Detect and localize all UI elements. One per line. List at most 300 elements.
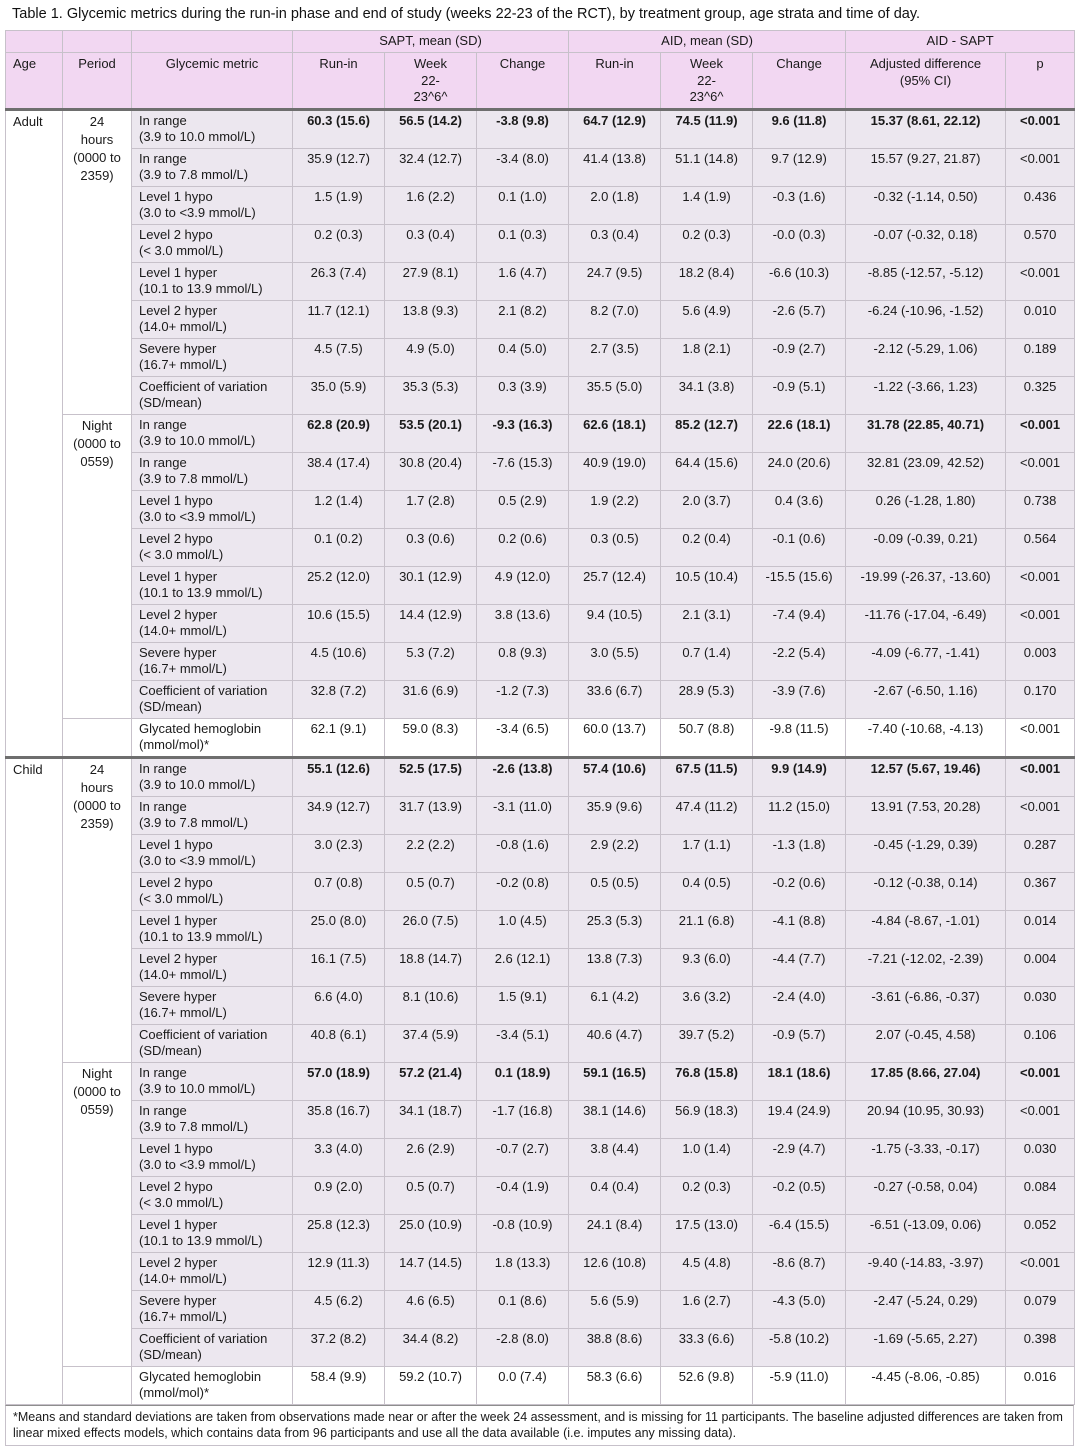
cell-sapt-week: 1.7 (2.8) <box>385 490 477 528</box>
cell-sapt-week: 0.5 (0.7) <box>385 1176 477 1214</box>
cell-aid-runin: 57.4 (10.6) <box>569 757 661 796</box>
cell-p-value: 0.004 <box>1006 948 1075 986</box>
table-row <box>6 680 1075 718</box>
cell-adjusted-difference: -4.09 (-6.77, -1.41) <box>846 642 1006 680</box>
cell-sapt-runin: 3.0 (2.3) <box>293 834 385 872</box>
cell-sapt-week: 8.1 (10.6) <box>385 986 477 1024</box>
cell-sapt-week: 27.9 (8.1) <box>385 262 477 300</box>
cell-p-value: <0.001 <box>1006 262 1075 300</box>
cell-sapt-week: 0.3 (0.6) <box>385 528 477 566</box>
cell-p-value: 0.003 <box>1006 642 1075 680</box>
cell-aid-change: -5.8 (10.2) <box>753 1328 846 1366</box>
cell-p-value: 0.030 <box>1006 1138 1075 1176</box>
cell-sapt-runin: 62.1 (9.1) <box>293 718 385 757</box>
cell-p-value: 0.367 <box>1006 872 1075 910</box>
metric-cell <box>132 1100 293 1138</box>
metric-cell <box>132 148 293 186</box>
cell-aid-runin: 25.7 (12.4) <box>569 566 661 604</box>
metric-range: (mmol/mol)* <box>139 1385 210 1400</box>
cell-sapt-change: -7.6 (15.3) <box>477 452 569 490</box>
table-row <box>6 566 1075 604</box>
cell-sapt-runin: 3.3 (4.0) <box>293 1138 385 1176</box>
cell-aid-week: 51.1 (14.8) <box>661 148 753 186</box>
metric-name: Glycated hemoglobin <box>139 1368 262 1384</box>
cell-sapt-week: 25.0 (10.9) <box>385 1214 477 1252</box>
cell-adjusted-difference: -11.76 (-17.04, -6.49) <box>846 604 1006 642</box>
metric-range: (14.0+ mmol/L) <box>139 967 227 982</box>
period-label: 24 hours <box>80 113 114 147</box>
period-cell-empty <box>63 718 132 757</box>
header-aid-week-label: Week 22-23^6^ <box>689 56 724 104</box>
header-blank-metric <box>132 31 293 53</box>
cell-aid-week: 1.8 (2.1) <box>661 338 753 376</box>
cell-adjusted-difference: -7.40 (-10.68, -4.13) <box>846 718 1006 757</box>
cell-adjusted-difference: -8.85 (-12.57, -5.12) <box>846 262 1006 300</box>
cell-aid-week: 56.9 (18.3) <box>661 1100 753 1138</box>
metric-cell <box>132 262 293 300</box>
cell-adjusted-difference: 0.26 (-1.28, 1.80) <box>846 490 1006 528</box>
cell-sapt-week: 4.6 (6.5) <box>385 1290 477 1328</box>
metric-name: In range <box>139 1102 187 1118</box>
cell-p-value: 0.010 <box>1006 300 1075 338</box>
cell-sapt-week: 56.5 (14.2) <box>385 109 477 148</box>
cell-sapt-change: 1.5 (9.1) <box>477 986 569 1024</box>
cell-adjusted-difference: -0.27 (-0.58, 0.04) <box>846 1176 1006 1214</box>
metric-name: Level 1 hyper <box>139 264 218 280</box>
cell-sapt-runin: 57.0 (18.9) <box>293 1062 385 1100</box>
cell-aid-change: 9.6 (11.8) <box>753 109 846 148</box>
table-row <box>6 1138 1075 1176</box>
cell-adjusted-difference: -7.21 (-12.02, -2.39) <box>846 948 1006 986</box>
cell-aid-runin: 60.0 (13.7) <box>569 718 661 757</box>
metric-name: In range <box>139 150 187 166</box>
cell-sapt-runin: 1.2 (1.4) <box>293 490 385 528</box>
metric-range: (3.9 to 10.0 mmol/L) <box>139 433 256 448</box>
cell-aid-change: -1.3 (1.8) <box>753 834 846 872</box>
cell-adjusted-difference: 13.91 (7.53, 20.28) <box>846 796 1006 834</box>
cell-sapt-week: 37.4 (5.9) <box>385 1024 477 1062</box>
cell-p-value: <0.001 <box>1006 414 1075 452</box>
cell-sapt-change: -3.4 (8.0) <box>477 148 569 186</box>
cell-aid-week: 18.2 (8.4) <box>661 262 753 300</box>
cell-p-value: <0.001 <box>1006 148 1075 186</box>
table-footnote: *Means and standard deviations are taken from observations made near or after the week 24 assessment, and is missing for 11 participants. The baseline adjusted differences are taken from linear mixed effects models, which contains data from 96 participants and use all the data available (i.e. imputes any missing data). <box>5 1405 1074 1446</box>
cell-aid-week: 76.8 (15.8) <box>661 1062 753 1100</box>
metric-cell <box>132 604 293 642</box>
table-row <box>6 1214 1075 1252</box>
cell-sapt-week: 5.3 (7.2) <box>385 642 477 680</box>
cell-sapt-change: 3.8 (13.6) <box>477 604 569 642</box>
metric-name: Level 2 hyper <box>139 1254 218 1270</box>
cell-aid-week: 1.6 (2.7) <box>661 1290 753 1328</box>
metric-cell <box>132 1138 293 1176</box>
cell-aid-change: -7.4 (9.4) <box>753 604 846 642</box>
cell-adjusted-difference: -0.32 (-1.14, 0.50) <box>846 186 1006 224</box>
header-group-sapt: SAPT, mean (SD) <box>293 31 569 53</box>
period-label: Night <box>81 1065 113 1081</box>
table-row <box>6 910 1075 948</box>
header-p-value: p <box>1006 53 1075 110</box>
cell-sapt-change: 4.9 (12.0) <box>477 566 569 604</box>
cell-p-value: <0.001 <box>1006 1252 1075 1290</box>
metric-name: In range <box>139 416 187 432</box>
cell-aid-change: -6.6 (10.3) <box>753 262 846 300</box>
table-row <box>6 148 1075 186</box>
cell-aid-change: -0.1 (0.6) <box>753 528 846 566</box>
cell-sapt-change: 0.2 (0.6) <box>477 528 569 566</box>
metric-cell <box>132 300 293 338</box>
cell-p-value: 0.030 <box>1006 986 1075 1024</box>
cell-aid-week: 1.7 (1.1) <box>661 834 753 872</box>
metric-cell <box>132 1024 293 1062</box>
cell-aid-runin: 0.5 (0.5) <box>569 872 661 910</box>
cell-sapt-week: 53.5 (20.1) <box>385 414 477 452</box>
cell-sapt-runin: 0.9 (2.0) <box>293 1176 385 1214</box>
cell-aid-week: 10.5 (10.4) <box>661 566 753 604</box>
period-cell <box>63 757 132 1062</box>
metric-cell <box>132 948 293 986</box>
cell-p-value: <0.001 <box>1006 718 1075 757</box>
cell-aid-change: -9.8 (11.5) <box>753 718 846 757</box>
table-row-hba1c <box>6 718 1075 757</box>
cell-aid-runin: 2.7 (3.5) <box>569 338 661 376</box>
cell-p-value: <0.001 <box>1006 109 1075 148</box>
table-row <box>6 757 1075 796</box>
cell-p-value: 0.014 <box>1006 910 1075 948</box>
cell-sapt-change: -3.4 (6.5) <box>477 718 569 757</box>
metric-cell <box>132 1366 293 1404</box>
cell-sapt-runin: 25.0 (8.0) <box>293 910 385 948</box>
table-row <box>6 452 1075 490</box>
cell-sapt-change: -2.6 (13.8) <box>477 757 569 796</box>
metric-range: (3.9 to 7.8 mmol/L) <box>139 167 249 182</box>
cell-aid-week: 2.0 (3.7) <box>661 490 753 528</box>
metric-range: (3.9 to 7.8 mmol/L) <box>139 1119 249 1134</box>
table-row <box>6 796 1075 834</box>
cell-aid-week: 52.6 (9.8) <box>661 1366 753 1404</box>
period-cell <box>63 414 132 718</box>
metric-range: (14.0+ mmol/L) <box>139 623 227 638</box>
metric-cell <box>132 1328 293 1366</box>
cell-sapt-change: 0.4 (5.0) <box>477 338 569 376</box>
cell-p-value: 0.106 <box>1006 1024 1075 1062</box>
cell-sapt-change: 1.0 (4.5) <box>477 910 569 948</box>
cell-aid-week: 17.5 (13.0) <box>661 1214 753 1252</box>
cell-aid-runin: 58.3 (6.6) <box>569 1366 661 1404</box>
metric-cell <box>132 338 293 376</box>
cell-p-value: 0.287 <box>1006 834 1075 872</box>
header-glycemic-metric: Glycemic metric <box>132 53 293 110</box>
table-row <box>6 872 1075 910</box>
table-row <box>6 986 1075 1024</box>
cell-sapt-change: 0.0 (7.4) <box>477 1366 569 1404</box>
cell-sapt-change: 1.6 (4.7) <box>477 262 569 300</box>
table-body <box>6 109 1075 1404</box>
cell-aid-change: -2.4 (4.0) <box>753 986 846 1024</box>
cell-aid-change: -2.6 (5.7) <box>753 300 846 338</box>
cell-aid-change: -0.9 (2.7) <box>753 338 846 376</box>
metric-range: (3.9 to 10.0 mmol/L) <box>139 1081 256 1096</box>
table-row <box>6 528 1075 566</box>
cell-sapt-runin: 58.4 (9.9) <box>293 1366 385 1404</box>
cell-p-value: <0.001 <box>1006 757 1075 796</box>
metric-name: Level 2 hypo <box>139 874 213 890</box>
cell-aid-runin: 0.3 (0.5) <box>569 528 661 566</box>
cell-aid-change: -6.4 (15.5) <box>753 1214 846 1252</box>
metric-range: (SD/mean) <box>139 1043 202 1058</box>
cell-aid-runin: 40.6 (4.7) <box>569 1024 661 1062</box>
metric-range: (< 3.0 mmol/L) <box>139 1195 224 1210</box>
metric-name: Glycated hemoglobin <box>139 720 262 736</box>
cell-aid-change: 19.4 (24.9) <box>753 1100 846 1138</box>
metric-name: Severe hyper <box>139 340 217 356</box>
cell-aid-runin: 13.8 (7.3) <box>569 948 661 986</box>
table-row <box>6 604 1075 642</box>
cell-sapt-week: 31.7 (13.9) <box>385 796 477 834</box>
cell-aid-runin: 1.9 (2.2) <box>569 490 661 528</box>
cell-aid-runin: 24.7 (9.5) <box>569 262 661 300</box>
cell-aid-runin: 59.1 (16.5) <box>569 1062 661 1100</box>
cell-sapt-change: -0.2 (0.8) <box>477 872 569 910</box>
cell-sapt-change: -3.4 (5.1) <box>477 1024 569 1062</box>
metric-range: (16.7+ mmol/L) <box>139 661 227 676</box>
cell-aid-week: 64.4 (15.6) <box>661 452 753 490</box>
metric-name: In range <box>139 1064 187 1080</box>
metric-cell <box>132 376 293 414</box>
metric-cell <box>132 834 293 872</box>
cell-adjusted-difference: -1.69 (-5.65, 2.27) <box>846 1328 1006 1366</box>
header-sapt-change: Change <box>477 53 569 110</box>
cell-adjusted-difference: -1.75 (-3.33, -0.17) <box>846 1138 1006 1176</box>
metric-cell <box>132 1252 293 1290</box>
metric-cell <box>132 680 293 718</box>
metric-range: (16.7+ mmol/L) <box>139 1309 227 1324</box>
cell-p-value: <0.001 <box>1006 566 1075 604</box>
metric-cell <box>132 642 293 680</box>
cell-sapt-runin: 26.3 (7.4) <box>293 262 385 300</box>
cell-sapt-change: -3.8 (9.8) <box>477 109 569 148</box>
cell-aid-runin: 35.9 (9.6) <box>569 796 661 834</box>
cell-adjusted-difference: -9.40 (-14.83, -3.97) <box>846 1252 1006 1290</box>
cell-sapt-runin: 55.1 (12.6) <box>293 757 385 796</box>
table-row <box>6 300 1075 338</box>
cell-p-value: <0.001 <box>1006 452 1075 490</box>
metric-range: (mmol/mol)* <box>139 737 210 752</box>
cell-sapt-change: 0.1 (18.9) <box>477 1062 569 1100</box>
cell-sapt-week: 52.5 (17.5) <box>385 757 477 796</box>
cell-sapt-runin: 12.9 (11.3) <box>293 1252 385 1290</box>
header-column-row <box>6 53 1075 110</box>
cell-sapt-runin: 10.6 (15.5) <box>293 604 385 642</box>
cell-adjusted-difference: -3.61 (-6.86, -0.37) <box>846 986 1006 1024</box>
cell-aid-change: -0.2 (0.6) <box>753 872 846 910</box>
cell-p-value: 0.170 <box>1006 680 1075 718</box>
cell-aid-change: -2.9 (4.7) <box>753 1138 846 1176</box>
cell-p-value: 0.398 <box>1006 1328 1075 1366</box>
metric-range: (3.9 to 7.8 mmol/L) <box>139 815 249 830</box>
cell-adjusted-difference: -0.45 (-1.29, 0.39) <box>846 834 1006 872</box>
cell-sapt-week: 4.9 (5.0) <box>385 338 477 376</box>
metric-cell <box>132 490 293 528</box>
cell-aid-runin: 0.4 (0.4) <box>569 1176 661 1214</box>
table-row <box>6 1176 1075 1214</box>
cell-aid-change: -0.3 (1.6) <box>753 186 846 224</box>
cell-sapt-week: 0.3 (0.4) <box>385 224 477 262</box>
metric-name: Level 2 hyper <box>139 950 218 966</box>
cell-sapt-week: 1.6 (2.2) <box>385 186 477 224</box>
header-group-aid: AID, mean (SD) <box>569 31 846 53</box>
metric-range: (14.0+ mmol/L) <box>139 319 227 334</box>
metric-name: Level 1 hyper <box>139 568 218 584</box>
cell-sapt-runin: 0.2 (0.3) <box>293 224 385 262</box>
table-row <box>6 1024 1075 1062</box>
cell-p-value: 0.189 <box>1006 338 1075 376</box>
metric-range: (3.0 to <3.9 mmol/L) <box>139 1157 256 1172</box>
table-row <box>6 642 1075 680</box>
metric-range: (10.1 to 13.9 mmol/L) <box>139 929 263 944</box>
cell-sapt-runin: 35.9 (12.7) <box>293 148 385 186</box>
metric-range: (10.1 to 13.9 mmol/L) <box>139 1233 263 1248</box>
period-range: (0000 to 0559) <box>73 435 121 469</box>
table-row <box>6 376 1075 414</box>
metric-name: Level 1 hypo <box>139 492 213 508</box>
cell-aid-change: -4.3 (5.0) <box>753 1290 846 1328</box>
cell-adjusted-difference: 31.78 (22.85, 40.71) <box>846 414 1006 452</box>
header-sapt-week-label: Week 22-23^6^ <box>413 56 448 104</box>
metric-cell <box>132 1062 293 1100</box>
cell-aid-week: 1.0 (1.4) <box>661 1138 753 1176</box>
cell-aid-change: -15.5 (15.6) <box>753 566 846 604</box>
cell-adjusted-difference: -6.51 (-13.09, 0.06) <box>846 1214 1006 1252</box>
metric-name: Level 2 hypo <box>139 530 213 546</box>
period-range: (0000 to 2359) <box>73 797 121 831</box>
cell-aid-runin: 6.1 (4.2) <box>569 986 661 1024</box>
cell-p-value: <0.001 <box>1006 796 1075 834</box>
cell-sapt-runin: 35.0 (5.9) <box>293 376 385 414</box>
cell-aid-change: -0.9 (5.7) <box>753 1024 846 1062</box>
table-row-hba1c <box>6 1366 1075 1404</box>
cell-sapt-change: -1.7 (16.8) <box>477 1100 569 1138</box>
metric-range: (14.0+ mmol/L) <box>139 1271 227 1286</box>
cell-adjusted-difference: -6.24 (-10.96, -1.52) <box>846 300 1006 338</box>
cell-aid-week: 4.5 (4.8) <box>661 1252 753 1290</box>
cell-aid-week: 5.6 (4.9) <box>661 300 753 338</box>
header-blank-period <box>63 31 132 53</box>
metric-name: In range <box>139 798 187 814</box>
cell-sapt-week: 31.6 (6.9) <box>385 680 477 718</box>
cell-adjusted-difference: 17.85 (8.66, 27.04) <box>846 1062 1006 1100</box>
cell-aid-week: 74.5 (11.9) <box>661 109 753 148</box>
metric-range: (3.9 to 10.0 mmol/L) <box>139 129 256 144</box>
cell-sapt-change: -0.8 (10.9) <box>477 1214 569 1252</box>
cell-aid-runin: 62.6 (18.1) <box>569 414 661 452</box>
metric-range: (16.7+ mmol/L) <box>139 357 227 372</box>
cell-sapt-runin: 60.3 (15.6) <box>293 109 385 148</box>
cell-aid-week: 3.6 (3.2) <box>661 986 753 1024</box>
metric-range: (3.9 to 10.0 mmol/L) <box>139 777 256 792</box>
cell-aid-runin: 0.3 (0.4) <box>569 224 661 262</box>
table-row <box>6 1328 1075 1366</box>
cell-adjusted-difference: -0.09 (-0.39, 0.21) <box>846 528 1006 566</box>
cell-p-value: 0.564 <box>1006 528 1075 566</box>
cell-sapt-runin: 11.7 (12.1) <box>293 300 385 338</box>
metric-range: (10.1 to 13.9 mmol/L) <box>139 281 263 296</box>
cell-sapt-change: 1.8 (13.3) <box>477 1252 569 1290</box>
cell-adjusted-difference: 2.07 (-0.45, 4.58) <box>846 1024 1006 1062</box>
cell-aid-change: 22.6 (18.1) <box>753 414 846 452</box>
cell-aid-change: -0.2 (0.5) <box>753 1176 846 1214</box>
cell-aid-week: 85.2 (12.7) <box>661 414 753 452</box>
age-cell <box>6 109 63 757</box>
metric-name: Level 1 hypo <box>139 1140 213 1156</box>
metric-name: Level 2 hypo <box>139 226 213 242</box>
cell-aid-week: 21.1 (6.8) <box>661 910 753 948</box>
metric-name: Level 2 hyper <box>139 606 218 622</box>
glycemic-metrics-table <box>5 30 1075 1405</box>
cell-sapt-week: 18.8 (14.7) <box>385 948 477 986</box>
cell-aid-change: -0.0 (0.3) <box>753 224 846 262</box>
metric-cell <box>132 186 293 224</box>
cell-sapt-runin: 25.8 (12.3) <box>293 1214 385 1252</box>
cell-sapt-change: -0.4 (1.9) <box>477 1176 569 1214</box>
cell-aid-runin: 38.8 (8.6) <box>569 1328 661 1366</box>
metric-cell <box>132 452 293 490</box>
metric-name: Coefficient of variation <box>139 682 268 698</box>
cell-sapt-week: 14.4 (12.9) <box>385 604 477 642</box>
cell-sapt-runin: 37.2 (8.2) <box>293 1328 385 1366</box>
cell-aid-runin: 3.0 (5.5) <box>569 642 661 680</box>
header-aid-week <box>661 53 753 110</box>
cell-p-value: <0.001 <box>1006 1100 1075 1138</box>
cell-aid-change: 0.4 (3.6) <box>753 490 846 528</box>
cell-aid-runin: 9.4 (10.5) <box>569 604 661 642</box>
cell-sapt-change: -9.3 (16.3) <box>477 414 569 452</box>
cell-aid-week: 0.2 (0.3) <box>661 1176 753 1214</box>
table-row <box>6 338 1075 376</box>
cell-aid-change: -5.9 (11.0) <box>753 1366 846 1404</box>
cell-sapt-change: 2.6 (12.1) <box>477 948 569 986</box>
cell-sapt-runin: 38.4 (17.4) <box>293 452 385 490</box>
cell-aid-runin: 64.7 (12.9) <box>569 109 661 148</box>
cell-aid-week: 39.7 (5.2) <box>661 1024 753 1062</box>
period-cell-empty <box>63 1366 132 1404</box>
metric-cell <box>132 109 293 148</box>
header-group-difference: AID - SAPT <box>846 31 1075 53</box>
cell-sapt-change: 0.5 (2.9) <box>477 490 569 528</box>
cell-sapt-change: -0.7 (2.7) <box>477 1138 569 1176</box>
cell-aid-change: -0.9 (5.1) <box>753 376 846 414</box>
cell-sapt-week: 13.8 (9.3) <box>385 300 477 338</box>
metric-range: (SD/mean) <box>139 395 202 410</box>
table-row <box>6 1062 1075 1100</box>
header-period: Period <box>63 53 132 110</box>
header-aid-runin: Run-in <box>569 53 661 110</box>
cell-aid-change: -2.2 (5.4) <box>753 642 846 680</box>
cell-aid-change: 11.2 (15.0) <box>753 796 846 834</box>
metric-name: Level 1 hyper <box>139 912 218 928</box>
metric-cell <box>132 718 293 757</box>
cell-adjusted-difference: 15.57 (9.27, 21.87) <box>846 148 1006 186</box>
period-range: (0000 to 0559) <box>73 1083 121 1117</box>
cell-p-value: 0.016 <box>1006 1366 1075 1404</box>
cell-sapt-change: -1.2 (7.3) <box>477 680 569 718</box>
cell-p-value: 0.436 <box>1006 186 1075 224</box>
cell-aid-runin: 3.8 (4.4) <box>569 1138 661 1176</box>
cell-p-value: <0.001 <box>1006 1062 1075 1100</box>
cell-aid-week: 1.4 (1.9) <box>661 186 753 224</box>
metric-cell <box>132 986 293 1024</box>
cell-sapt-change: 2.1 (8.2) <box>477 300 569 338</box>
